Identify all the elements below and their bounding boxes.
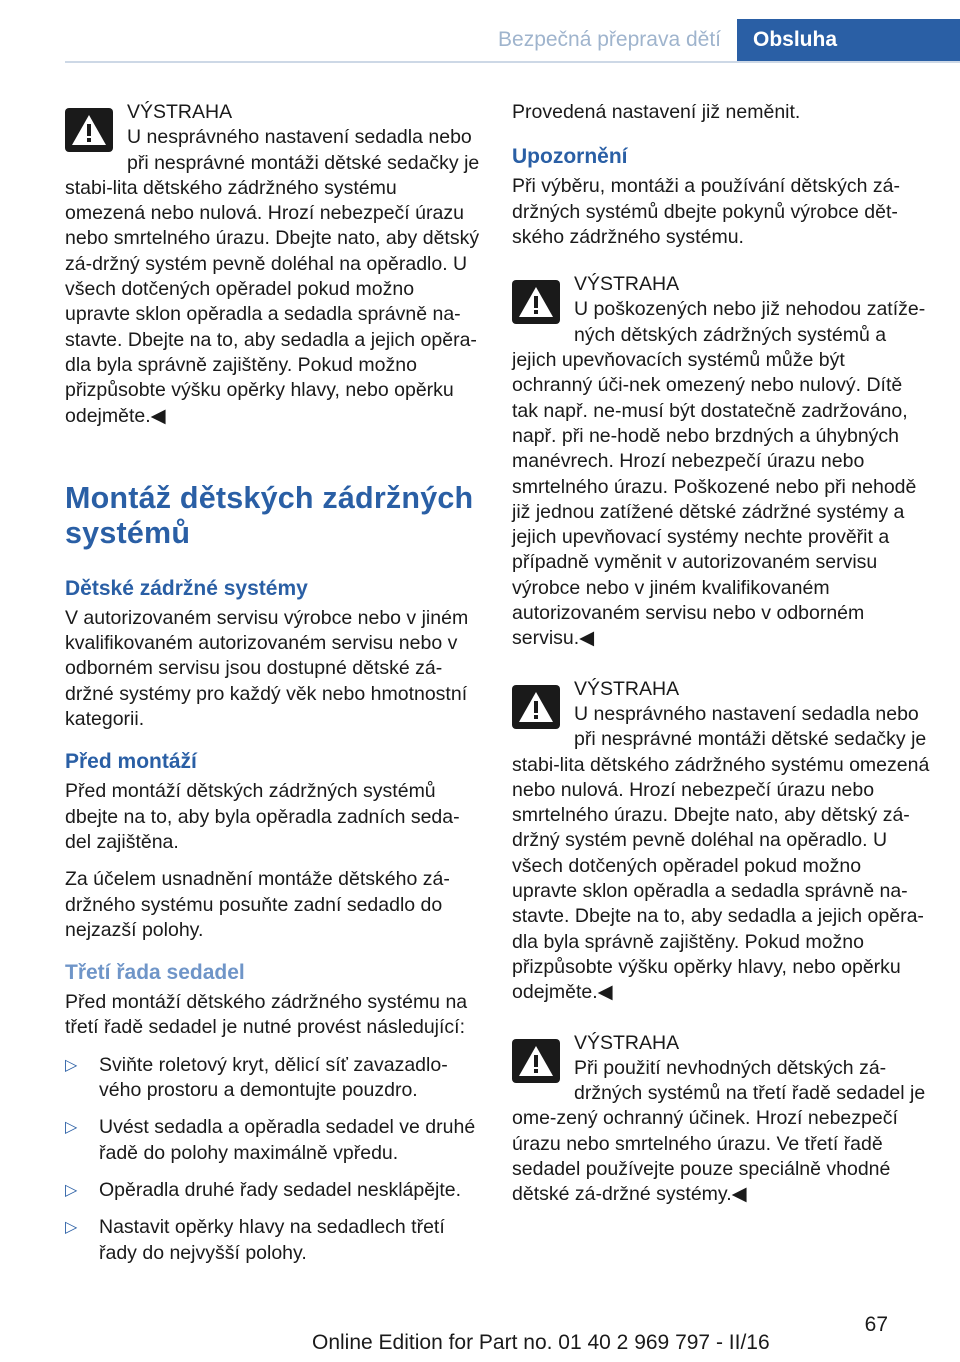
- list-item: ▷ Uvést sedadla a opěradla sedadel ve druhé řadě do polohy maximálně vpředu.: [65, 1116, 476, 1164]
- list-item: ▷ Sviňte roletový kryt, dělicí síť zavazadlo‐vého prostoru a demontujte pouzdro.: [65, 1053, 448, 1102]
- section-heading: Před montáží: [65, 750, 197, 774]
- triangle-bullet-icon: ▷: [65, 1119, 78, 1137]
- triangle-bullet-icon: ▷: [65, 1219, 78, 1237]
- triangle-bullet-icon: ▷: [65, 1181, 78, 1199]
- section-text: Za účelem usnadnění montáže dětského zá‐držného systému posuňte zadní sedadlo do nejzazší polohy.: [65, 868, 450, 941]
- warning-triangle-icon: [512, 685, 560, 729]
- header-section-title: Bezpečná přeprava dětí: [498, 28, 721, 51]
- list-item: ▷ Opěradla druhé řady sedadel nesklápějte.: [65, 1178, 480, 1203]
- header-divider: [65, 61, 960, 63]
- warning-block: [512, 677, 930, 1006]
- warning-triangle-icon: [65, 108, 113, 152]
- warning-block: [512, 272, 930, 651]
- warning-text: Při použití nevhodných dětských zá‐držných systémů na třetí řadě sedadel je ome‐zený ochranný účinek. Hrozí nebezpečí úrazu nebo smrtelného úrazu. Ve třetí řadě sedadel používejte pouze speciálně vhodné dětské zá‐držné systémy.◀: [512, 1056, 926, 1206]
- warning-title: VÝSTRAHA: [127, 101, 233, 123]
- left-column: [65, 100, 480, 1282]
- chapter-heading: Montáž dětských zádržných systémů: [65, 480, 474, 550]
- steps-list: [65, 1053, 480, 1266]
- section-before-install: [65, 748, 480, 943]
- warning-title: VÝSTRAHA: [574, 677, 680, 700]
- warning-block: [512, 1031, 930, 1208]
- section-heading: Dětské zádržné systémy: [65, 576, 308, 600]
- note-block: [512, 143, 930, 250]
- section-child-restraints: [65, 575, 480, 732]
- warning-title: VÝSTRAHA: [574, 1031, 680, 1054]
- note-text: Při výběru, montáži a používání dětských zá‐držných systémů dbejte pokynů výrobce dět‐ského zádržného systému.: [512, 175, 901, 248]
- warning-block: [65, 100, 480, 429]
- note-heading: Upozornění: [512, 145, 628, 169]
- warning-text: U nesprávného nastavení sedadla nebo při nesprávné montáži dětské sedačky je stabi‐lita dětského zádržného systému omezená nebo nulová. Hrozí nebezpečí úrazu nebo smrtelného úrazu. Dbejte nato, aby dětský zá‐držný systém pevně doléhal na opěradlo. U všech dotčených opěradel pokud možno upravte sklon opěradla a sedadla správně na‐stavte. Dbejte na to, aby sedadla a jejich opěra‐dla byla správně zajištěny. Pokud možno přizpůsobte výšku opěrky hlavy, nebo opěrku odejměte.◀: [512, 702, 930, 1004]
- section-text: V autorizovaném servisu výrobce nebo v jiném kvalifikovaném autorizovaném servisu nebo v odborném servisu jsou dostupné dětské zá‐držné systémy pro každý věk nebo hmotnostní kategorii.: [65, 606, 469, 731]
- header-chapter-tab: Obsluha: [737, 19, 960, 61]
- triangle-bullet-icon: ▷: [65, 1056, 78, 1074]
- subsection-heading: Třetí řada sedadel: [65, 961, 245, 985]
- section-text: Před montáží dětského zádržného systému na třetí řadě sedadel je nutné provést následující:: [65, 991, 468, 1039]
- section-third-row: [65, 959, 480, 1266]
- warning-title: VÝSTRAHA: [574, 273, 680, 296]
- intro-text: Provedená nastavení již neměnit.: [512, 101, 801, 123]
- warning-text: U poškozených nebo již nehodou zatíže‐ných dětských zádržných systémů a jejich upevňovacích systémů může být ochranný úči‐nek omezený nebo nulový. Dítě tak např. ne‐musí být dostatečně zadržováno, např. při ne‐hodě nebo brzdných a úhybných manévrech. Hrozí nebezpečí úrazu nebo smrtelného úrazu. Poškozené nebo při nehodě již jednou zatížené dětské zádržné systémy a jejich upevňovací systémy nechte prověřit a případně vyměnit v autorizovaném servisu výrobce nebo v jiném kvalifikovaném autorizovaném servisu nebo v odborném servisu.◀: [512, 298, 926, 650]
- edition-footer: Online Edition for Part no. 01 40 2 969 797 - II/16: [312, 1331, 770, 1354]
- warning-text: U nesprávného nastavení sedadla nebo při nesprávné montáži dětské sedačky je stabi‐lita dětského zádržného systému omezená nebo nulová. Hrozí nebezpečí úrazu nebo smrtelného úrazu. Dbejte nato, aby dětský zá‐držný systém pevně doléhal na opěradlo. U všech dotčených opěradel pokud možno upravte sklon opěradla a sedadla správně na‐stavte. Dbejte na to, aby sedadla a jejich opěra‐dla byla správně zajištěny. Pokud možno přizpůsobte výšku opěrky hlavy, nebo opěrku odejměte.◀: [65, 126, 480, 427]
- warning-triangle-icon: [512, 280, 560, 324]
- right-column: [512, 100, 930, 1233]
- section-text: Před montáží dětských zádržných systémů dbejte na to, aby byla opěradla zadních seda‐del zajištěna.: [65, 780, 460, 853]
- list-item: ▷ Nastavit opěrky hlavy na sedadlech třetí řady do nejvyšší polohy.: [65, 1216, 445, 1264]
- page-number: 67: [864, 1313, 888, 1336]
- warning-triangle-icon: [512, 1039, 560, 1083]
